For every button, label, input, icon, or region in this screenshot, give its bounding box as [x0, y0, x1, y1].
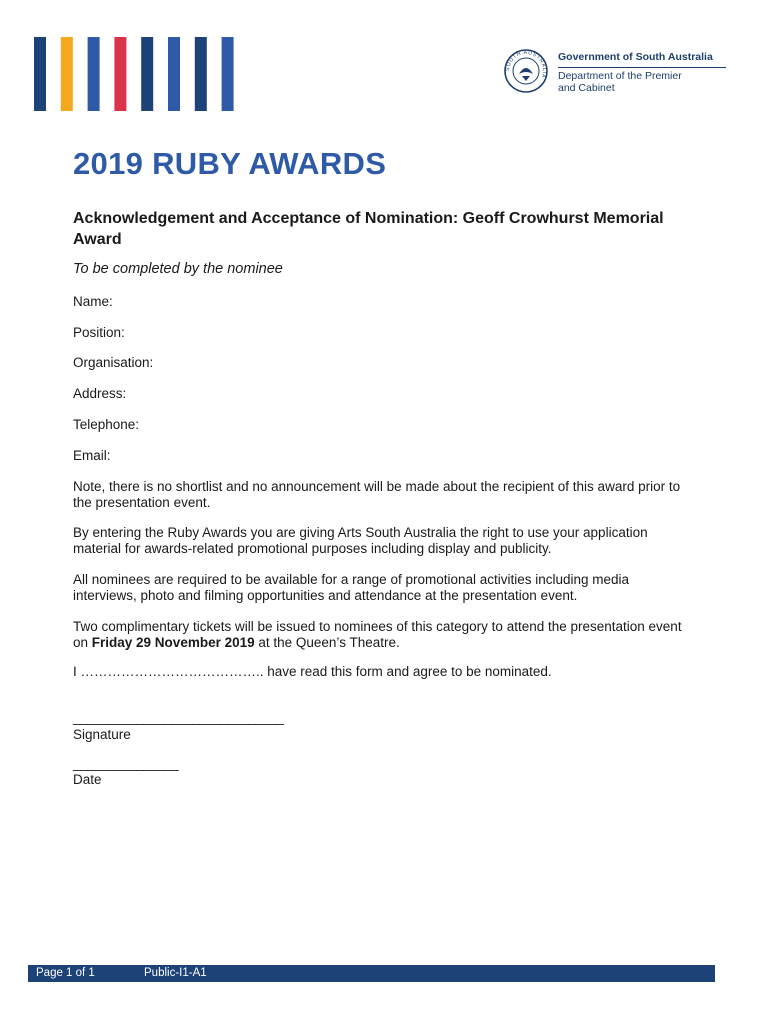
tickets-text-before: Two complimentary tickets will be issued to nominees of this category to attend the presentation event on [73, 619, 682, 650]
field-label-position: Position: [73, 325, 125, 340]
field-label-telephone: Telephone: [73, 417, 140, 432]
state-seal-icon [503, 48, 549, 94]
field-label-name: Name: [73, 294, 113, 309]
logo-bar [195, 37, 207, 111]
field-label-address: Address: [73, 386, 127, 401]
logo-bar [168, 37, 180, 111]
page-footer [28, 965, 715, 982]
logo-bar [61, 37, 73, 111]
svg-text:SOUTH AUSTRALIA [505, 50, 547, 79]
instruction-text: To be completed by the nominee [73, 261, 283, 277]
page-title: 2019 RUBY AWARDS [73, 146, 387, 181]
brand-logo-bars [34, 37, 235, 111]
logo-bar [114, 37, 126, 111]
department-line-2: and Cabinet [558, 82, 615, 94]
government-rule [558, 67, 726, 68]
form-subtitle: Acknowledgement and Acceptance of Nomination: Geoff Crowhurst Memorial Award [73, 210, 664, 248]
logo-bar [222, 37, 234, 111]
note-paragraph: Note, there is no shortlist and no announcement will be made about the recipient of this award prior to the presentation event. [73, 479, 681, 510]
department-name [558, 70, 708, 94]
tickets-paragraph [73, 619, 693, 651]
agreement-line: I ………………………………….. have read this form and agree to be nominated. [73, 664, 552, 679]
seal-ring-text: SOUTH AUSTRALIA [504, 49, 548, 80]
signature-line: ______________________________ [73, 710, 284, 725]
department-line-1: Department of the Premier [558, 70, 682, 82]
date-label: Date [73, 772, 102, 787]
field-label-email: Email: [73, 448, 111, 463]
signature-label: Signature [73, 727, 131, 742]
government-title: Government of South Australia [558, 51, 713, 63]
tickets-text-after: at the Queen’s Theatre. [254, 635, 400, 650]
logo-bar [141, 37, 153, 111]
availability-paragraph: All nominees are required to be available for a range of promotional activities including media interviews, photo and filming opportunities and attendance at the presentation event. [73, 572, 630, 603]
security-classification: Public-I1-A1 [144, 967, 207, 979]
logo-bar [88, 37, 100, 111]
logo-bar [34, 37, 46, 111]
date-line: _______________ [73, 756, 179, 771]
tickets-event-date: Friday 29 November 2019 [91, 635, 255, 650]
government-logo [503, 48, 728, 96]
logo-bars-graphic [34, 37, 235, 111]
field-label-organisation: Organisation: [73, 355, 154, 370]
page-number: Page 1 of 1 [36, 967, 95, 979]
rights-paragraph: By entering the Ruby Awards you are giving Arts South Australia the right to use your application material for awards-related promotional purposes including display and publicity. [73, 525, 648, 556]
